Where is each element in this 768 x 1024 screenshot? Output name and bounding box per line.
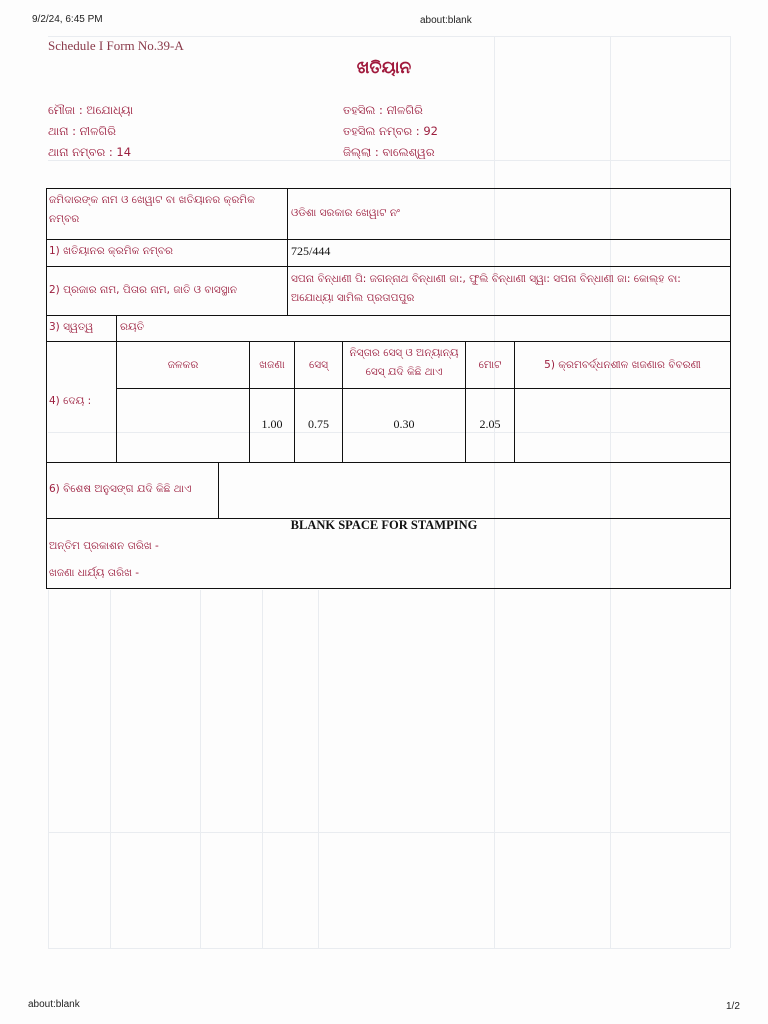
dues-header-other-cess: ନିସ୍ତାର ସେସ୍ ଓ ଅନ୍ୟାନ୍ୟ ସେସ୍ ଯଦି କିଛି ଥାଏ: [349, 347, 459, 378]
dues-label: 4) ଦେୟ :: [49, 395, 92, 407]
dues-value-other-cess: 0.30: [393, 417, 415, 431]
tahasil-number-field: ତହସିଲ ନମ୍ବର : 92: [343, 124, 438, 138]
row-divider: [46, 341, 731, 342]
thana-number-field: ଥାନା ନମ୍ବର : 14: [48, 145, 132, 159]
thana-field: ଥାନା : ନୀଳଗିରି: [48, 124, 116, 138]
col-divider: [287, 266, 288, 315]
row-divider: [46, 266, 731, 267]
landlord-label: ଜମିଦାରଙ୍କ ନାମ ଓ ଖେୱାଟ ବା ଖତିୟାନର କ୍ରମିକ ନମ୍ବର: [49, 194, 255, 225]
dues-value-rent: 1.00: [261, 417, 283, 431]
stamping-space-label: BLANK SPACE FOR STAMPING: [290, 518, 478, 532]
schedule-form-number: Schedule I Form No.39-A: [48, 38, 184, 53]
dues-header-divider: [116, 388, 731, 389]
landlord-value: ଓଡିଶା ସରକାର ଖେୱାଟ ନଂ: [291, 207, 400, 219]
col-divider: [116, 315, 117, 462]
col-divider: [342, 341, 343, 462]
col-divider: [287, 188, 288, 266]
khatian-serial-value: 725/444: [291, 244, 331, 258]
tenant-details-value: ସପନା ବିନ୍ଧାଣୀ ପି: ଜଗନ୍ନାଥ ବିନ୍ଧାଣୀ ଜା:, ଫୁଲି ବିନ୍ଧାଣୀ ସ୍ୱା: ସପନା ବିନ୍ଧାଣୀ ଜା: କୋଲ୍ହ ବା: ଅଯୋଧ୍ୟା ସାମିଲ ପ୍ରତାପପୁର: [291, 273, 681, 304]
district-field: ଜିଲ୍ଲା : ବାଲେଶ୍ୱର: [343, 145, 435, 159]
final-publication-date: ଅନ୍ତିମ ପ୍ରକାଶନ ତାରିଖ -: [49, 540, 159, 552]
mouza-field: ମୌଜା : ଅଯୋଧ୍ୟା: [48, 103, 134, 117]
khatian-serial-label: 1) ଖତିୟାନର କ୍ରମିକ ନମ୍ବର: [49, 245, 173, 257]
row-divider: [46, 239, 731, 240]
right-value: ରୟତି: [120, 321, 145, 333]
special-notes-label: 6) ବିଶେଷ ଅନୁସଙ୍ଗ ଯଦି କିଛି ଥାଏ: [49, 483, 192, 495]
tahasil-field: ତହସିଲ : ନୀଳଗିରି: [343, 103, 423, 117]
right-label: 3) ସ୍ୱତ୍ୱ: [49, 321, 94, 333]
print-url-footer: about:blank: [28, 999, 80, 1010]
row-divider: [46, 462, 731, 463]
dues-header-rent: ଖଜଣା: [259, 359, 285, 371]
page-title: ଖତିୟାନ: [356, 58, 412, 78]
row-divider: [46, 315, 731, 316]
dues-header-cess: ସେସ୍: [309, 359, 328, 371]
print-datetime: 9/2/24, 6:45 PM: [32, 14, 103, 25]
col-divider: [218, 462, 219, 518]
dues-header-total: ମୋଟ: [478, 359, 502, 371]
rent-fixation-date: ଖଜଣା ଧାର୍ଯ୍ୟ ତାରିଖ -: [49, 567, 140, 579]
print-url-header: about:blank: [420, 15, 472, 26]
tenant-details-label: 2) ପ୍ରଜାର ନାମ, ପିତାର ନାମ, ଜାତି ଓ ବାସସ୍ଥାନ: [49, 284, 238, 296]
dues-header-progressive-rent: 5) କ୍ରମବର୍ଦ୍ଧନଶୀଳ ଖଜଣାର ବିବରଣୀ: [544, 359, 701, 371]
dues-header-water-tax: ଜଳକର: [167, 359, 199, 371]
dues-value-cess: 0.75: [308, 417, 329, 431]
dues-value-total: 2.05: [479, 417, 501, 431]
print-page-number: 1/2: [726, 1001, 740, 1012]
